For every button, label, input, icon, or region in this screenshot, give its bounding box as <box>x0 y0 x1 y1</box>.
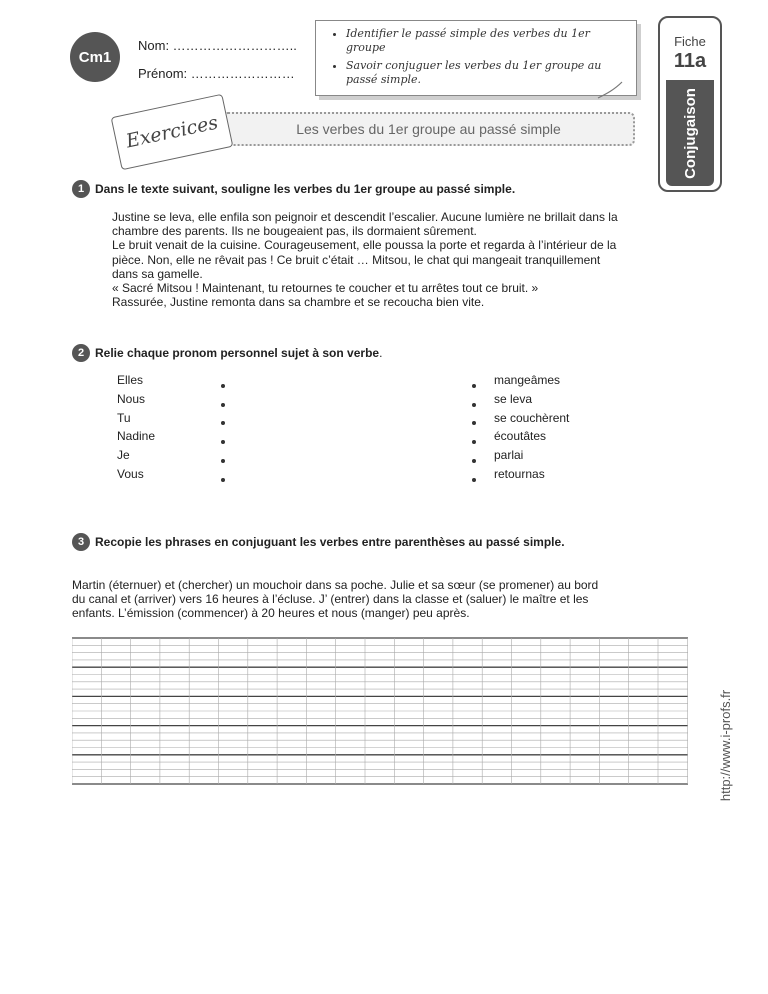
text-line: enfants. L’émission (commencer) à 20 heures et nous (manger) peu après. <box>72 606 470 621</box>
pronoun-item: Nadine <box>117 429 156 444</box>
objectives-note <box>315 20 637 96</box>
exercise-number-2: 2 <box>72 344 90 362</box>
page-title: Les verbes du 1er groupe au passé simple <box>296 121 561 137</box>
firstname-field: Prénom: …………………… <box>138 66 295 81</box>
source-url-wrap <box>717 680 735 810</box>
exercise1-instruction: Dans le texte suivant, souligne les verbes du 1er groupe au passé simple. <box>95 182 516 196</box>
verb-list <box>494 371 569 484</box>
exercise3-text <box>72 578 702 621</box>
page-curl-icon <box>596 80 626 102</box>
text-line: dans sa gamelle. <box>112 266 203 281</box>
exercise1-text <box>112 210 712 309</box>
link-dot-right[interactable] <box>472 478 476 482</box>
link-dot-left[interactable] <box>221 403 225 407</box>
title-banner <box>222 112 635 146</box>
subject-label-wrap <box>666 80 714 186</box>
objective-item: • Savoir conjuguer les verbes du 1er groupe au passé simple. <box>346 59 626 87</box>
link-dot-right[interactable] <box>472 459 476 463</box>
pronoun-item: Je <box>117 448 130 463</box>
text-line: « Sacré Mitsou ! Maintenant, tu retournes te coucher et tu arrêtes tout ce bruit. » <box>112 281 539 296</box>
text-line: Rassurée, Justine remonta dans sa chambre et se recoucha bien vite. <box>112 295 485 310</box>
text-line: pièce. Non, elle ne rêvait pas ! Ce bruit c’était … Mitsou, le chat qui mangeait tranquillement <box>112 252 601 267</box>
level-badge <box>70 32 120 82</box>
link-dot-right[interactable] <box>472 403 476 407</box>
exercise2-instruction-end: . <box>379 346 383 360</box>
name-field: Nom: ……………………….. <box>138 38 297 53</box>
verb-item: se leva <box>494 391 533 406</box>
text-line: Justine se leva, elle enfila son peignoir et descendit l’escalier. Aucune lumière ne brillait dans la <box>112 210 618 224</box>
pronoun-list <box>117 371 155 484</box>
exercises-stamp <box>111 94 234 171</box>
text-line: Martin (éternuer) et (chercher) un mouchoir dans sa poche. Julie et sa sœur (se promener) au bord <box>72 578 599 592</box>
exercise3-instruction: Recopie les phrases en conjuguant les verbes entre parenthèses au passé simple. <box>95 535 565 549</box>
link-dot-right[interactable] <box>472 384 476 388</box>
source-url: http://www.i-profs.fr <box>718 689 734 801</box>
verb-item: écoutâtes <box>494 429 547 444</box>
subject-label: Conjugaison <box>681 87 699 179</box>
fiche-label: Fiche <box>674 34 706 49</box>
exercise2-instruction-text: Relie chaque pronom personnel sujet à son verbe <box>95 346 380 360</box>
exercise2-instruction <box>95 346 382 360</box>
text-line: du canal et (arriver) vers 16 heures à l’écluse. J’ (entrer) dans la classe et (saluer) le maître et les <box>72 592 589 607</box>
link-dot-right[interactable] <box>472 440 476 444</box>
pronoun-item: Vous <box>117 466 144 481</box>
pronoun-item: Tu <box>117 410 131 425</box>
link-dot-left[interactable] <box>221 421 225 425</box>
verb-item: parlai <box>494 448 524 463</box>
text-line: Le bruit venait de la cuisine. Courageusement, elle poussa la porte et regarda à l’intérieur de la <box>112 238 617 253</box>
writing-lines[interactable] <box>72 636 688 786</box>
fiche-number: 11a <box>673 50 707 72</box>
verb-item: retournas <box>494 466 545 481</box>
link-dot-left[interactable] <box>221 478 225 482</box>
verb-item: se couchèrent <box>494 410 570 425</box>
link-dot-right[interactable] <box>472 421 476 425</box>
pronoun-item: Elles <box>117 373 144 387</box>
pronoun-item: Nous <box>117 391 146 406</box>
text-line: chambre des parents. Ils ne bougeaient pas, ils dormaient sûrement. <box>112 224 477 239</box>
exercise-number-3: 3 <box>72 533 90 551</box>
objective-item: • Identifier le passé simple des verbes du 1er groupe <box>346 27 626 55</box>
link-dot-left[interactable] <box>221 384 225 388</box>
link-dot-left[interactable] <box>221 440 225 444</box>
link-dot-left[interactable] <box>221 459 225 463</box>
level-badge-text: Cm1 <box>78 48 112 66</box>
exercise-number-1: 1 <box>72 180 90 198</box>
exercises-stamp-text: Exercices <box>124 111 220 153</box>
verb-item: mangeâmes <box>494 373 561 387</box>
